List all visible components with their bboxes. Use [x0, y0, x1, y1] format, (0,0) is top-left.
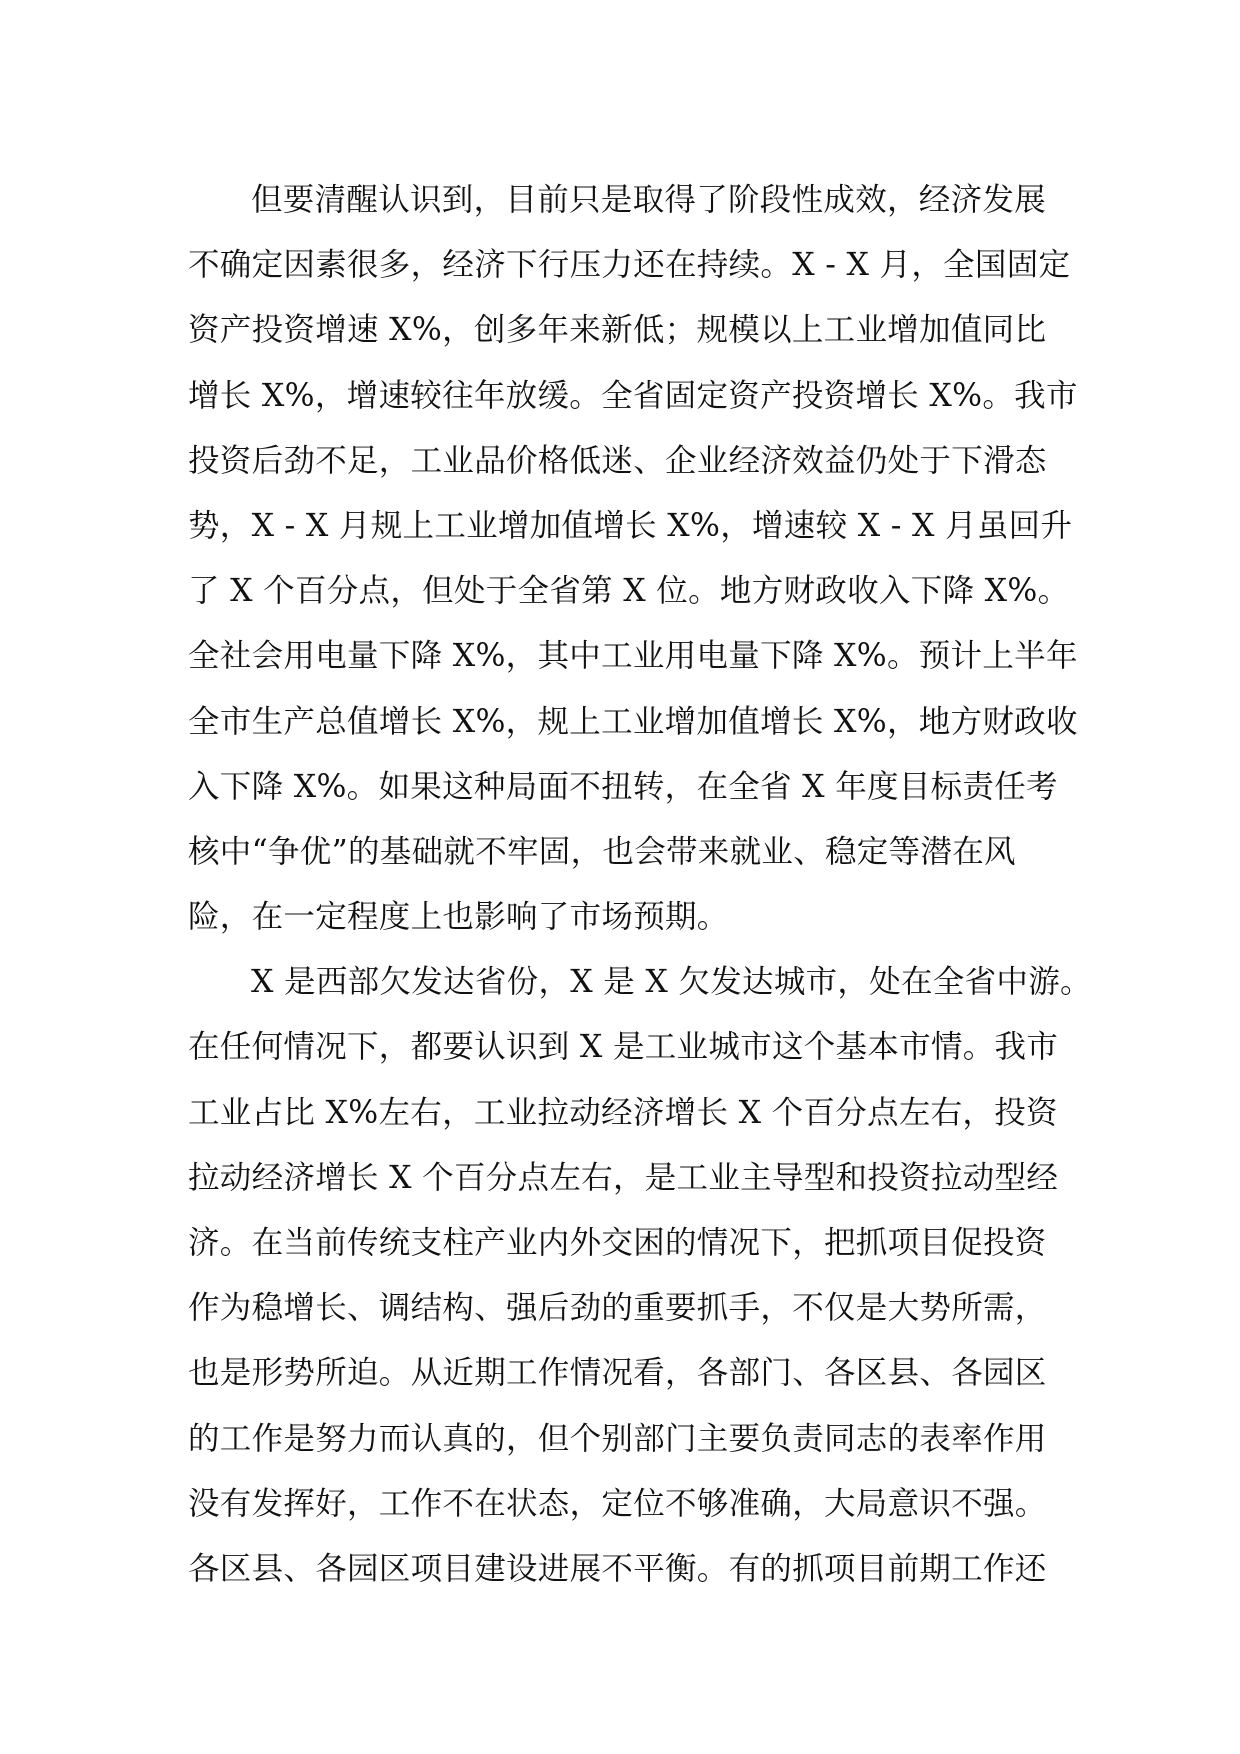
paragraph-1-line-2: 不确定因素很多，经济下行压力还在持续。X - X 月，全国固定 — [188, 247, 1071, 284]
paragraph-2-line-1: X 是西部欠发达省份，X 是 X 欠发达城市，处在全省中游。 — [251, 964, 1092, 1001]
paragraph-1-line-9: 全市生产总值增长 X%，规上工业增加值增长 X%，地方财政收 — [188, 703, 1078, 740]
paragraph-1-line-8: 全社会用电量下降 X%，其中工业用电量下降 X%。预计上半年 — [188, 638, 1078, 675]
paragraph-2-line-10: 各区县、各园区项目建设进展不平衡。有的抓项目前期工作还 — [188, 1550, 1047, 1587]
paragraph-2-line-3: 工业占比 X%左右，工业拉动经济增长 X 个百分点左右，投资 — [188, 1094, 1058, 1131]
paragraph-2-line-4: 拉动经济增长 X 个百分点左右，是工业主导型和投资拉动型经 — [188, 1159, 1059, 1196]
paragraph-2-line-5: 济。在当前传统支柱产业内外交困的情况下，把抓项目促投资 — [188, 1225, 1047, 1261]
paragraph-1-line-6: 势，X - X 月规上工业增加值增长 X%，增速较 X - X 月虽回升 — [188, 507, 1073, 544]
paragraph-2-line-6: 作为稳增长、调结构、强后劲的重要抓手，不仅是大势所需， — [188, 1290, 1047, 1327]
paragraph-1-line-4: 增长 X%，增速较往年放缓。全省固定资产投资增长 X%。我市 — [188, 377, 1078, 414]
paragraph-2-line-2: 在任何情况下，都要认识到 X 是工业城市这个基本市情。我市 — [188, 1029, 1059, 1066]
paragraph-2-line-9: 没有发挥好，工作不在状态，定位不够准确，大局意识不强。 — [188, 1485, 1047, 1522]
paragraph-1-line-3: 资产投资增速 X%，创多年来新低；规模以上工业增加值同比 — [188, 312, 1047, 349]
paragraph-1-line-7: 了 X 个百分点，但处于全省第 X 位。地方财政收入下降 X%。 — [188, 573, 1070, 610]
paragraph-2-line-8: 的工作是努力而认真的，但个别部门主要负责同志的表率作用 — [188, 1420, 1047, 1457]
paragraph-1-line-1: 但要清醒认识到，目前只是取得了阶段性成效，经济发展 — [251, 182, 1047, 218]
body-text — [188, 168, 1092, 1602]
paragraph-2-line-7: 也是形势所迫。从近期工作情况看，各部门、各区县、各园区 — [188, 1355, 1047, 1392]
paragraph-1-line-5: 投资后劲不足，工业品价格低迷、企业经济效益仍处于下滑态 — [188, 442, 1047, 479]
paragraph-1-line-10: 入下降 X%。如果这种局面不扭转，在全省 X 年度目标责任考 — [188, 768, 1058, 805]
paragraph-1-line-11: 核中“争优”的基础就不牢固，也会带来就业、稳定等潜在风 — [188, 833, 1016, 870]
paragraph-1-line-12: 险，在一定程度上也影响了市场预期。 — [188, 899, 729, 936]
